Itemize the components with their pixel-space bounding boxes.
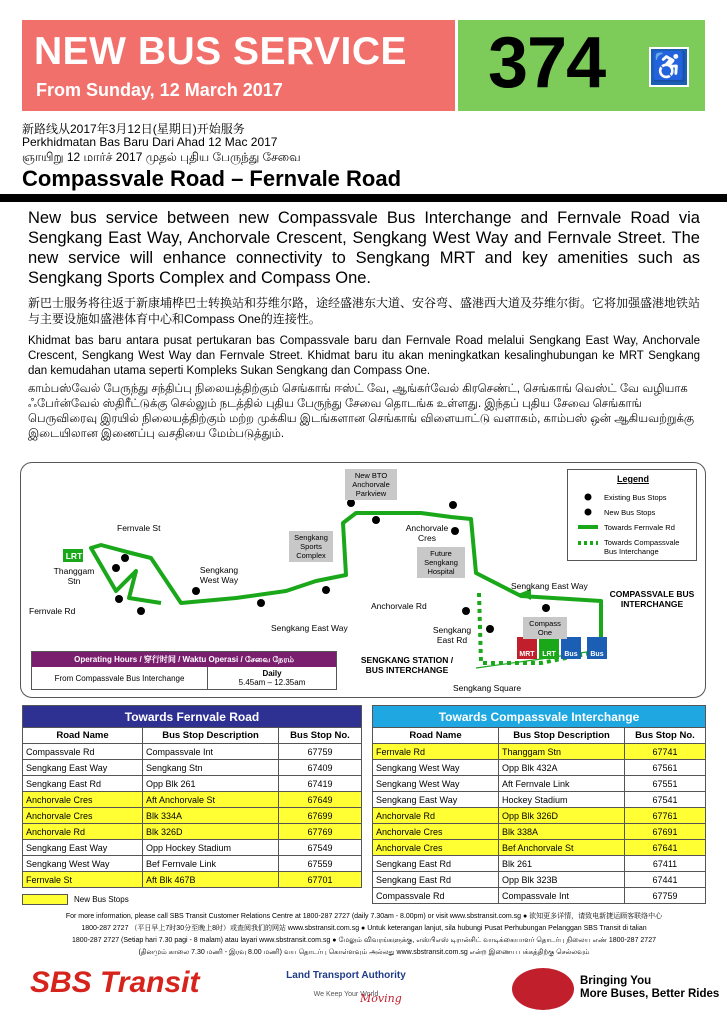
cell-bus-stop-no: 67541	[625, 792, 706, 808]
table-row	[23, 808, 362, 824]
table-row	[373, 744, 706, 760]
bus-stop	[257, 599, 265, 607]
bus-stop	[542, 604, 550, 612]
cell-bus-stop-no: 67409	[279, 760, 362, 776]
bus-stop	[372, 516, 380, 524]
cell-bus-stop-description: Aft Fernvale Link	[499, 776, 625, 792]
table-title-fernvale: Towards Fernvale Road	[23, 706, 362, 728]
legend-towards-compassvale: Towards Compassvale Bus Interchange	[604, 538, 680, 556]
cell-bus-stop-description: Opp Hockey Stadium	[143, 840, 279, 856]
label-sengkang-east-way-right: Sengkang East Way	[511, 581, 588, 591]
table-row	[373, 792, 706, 808]
table-row	[23, 840, 362, 856]
cell-bus-stop-no: 67549	[279, 840, 362, 856]
footer-line-4: (தினமும் காலை 7.30 மணி - இரவு 8.00 மணி) வய தொடர்பு கொள்ளவும் அல்லது www.sbstransit.com.sg என்ற இணைய பக்கத்திற்கு செல்லவும்	[138, 949, 590, 956]
lta-name: Land Transport Authority	[286, 970, 406, 981]
cell-bus-stop-description: Hockey Stadium	[499, 792, 625, 808]
footer-line-1: For more information, please call SBS Transit Customer Relations Centre at 1800-287 2727 (daily 7.30am - 8.00pm) or visit www.sbstransit.com.sg ● 欲知更多详情，请致电新捷运顾客联络中心	[65, 913, 663, 920]
col-road-name: Road Name	[23, 728, 143, 744]
service-number-panel	[458, 20, 705, 111]
table-towards-compassvale	[372, 705, 706, 904]
bus-stop	[192, 587, 200, 595]
table-row	[373, 888, 706, 904]
route-title: Compassvale Road – Fernvale Road	[22, 166, 402, 191]
table-row	[23, 760, 362, 776]
legend-new-stops: New Bus Stops	[604, 508, 656, 517]
cell-road-name: Anchorvale Cres	[373, 824, 499, 840]
legend-title: Legend	[616, 474, 649, 484]
start-date: From Sunday, 12 March 2017	[36, 80, 283, 100]
cell-bus-stop-description: Bef Fernvale Link	[143, 856, 279, 872]
table-row	[373, 760, 706, 776]
table-row	[23, 792, 362, 808]
service-number: 374	[488, 23, 606, 103]
operating-hours-from: From Compassvale Bus Interchange	[32, 667, 208, 689]
cell-bus-stop-no: 67641	[625, 840, 706, 856]
cell-bus-stop-description: Aft Anchorvale St	[143, 792, 279, 808]
table-row	[373, 776, 706, 792]
subtitle-ms: Perkhidmatan Bas Baru Dari Ahad 12 Mac 2017	[22, 135, 278, 149]
cell-bus-stop-no: 67559	[279, 856, 362, 872]
cell-bus-stop-no: 67419	[279, 776, 362, 792]
bus-stop	[322, 586, 330, 594]
label-sengkang-east-rd: Sengkang East Rd	[432, 625, 472, 645]
cell-bus-stop-description: Blk 338A	[499, 824, 625, 840]
cell-road-name: Sengkang East Rd	[373, 856, 499, 872]
cell-bus-stop-no: 67759	[625, 888, 706, 904]
sbs-transit-logo: SBS Transit	[30, 966, 200, 999]
cell-road-name: Anchorvale Cres	[23, 808, 143, 824]
bus-stop	[112, 564, 120, 572]
label-lrt: LRT	[65, 551, 83, 561]
bus-stop	[462, 607, 470, 615]
table-row	[373, 856, 706, 872]
new-stops-key-label: New Bus Stops	[74, 895, 129, 904]
bus-service-enhancement-badge	[512, 968, 574, 1010]
route-map	[20, 462, 706, 698]
bus-stop	[121, 554, 129, 562]
divider	[0, 194, 727, 202]
cell-road-name: Anchorvale Rd	[373, 808, 499, 824]
label-sengkang-east-way: Sengkang East Way	[271, 623, 348, 633]
operating-hours-header: Operating Hours / 穿行时间 / Waktu Operasi / சேவை நேரம்	[32, 652, 336, 667]
wheelchair-icon: ♿	[649, 47, 689, 87]
cell-bus-stop-description: Aft Blk 467B	[143, 872, 279, 888]
bus-stop	[137, 607, 145, 615]
col-bus-stop-description: Bus Stop Description	[499, 728, 625, 744]
cell-bus-stop-no: 67769	[279, 824, 362, 840]
page-title: NEW BUS SERVICE	[34, 30, 408, 73]
landmark-compass-one: Compass One	[523, 617, 567, 639]
operating-hours	[31, 651, 337, 690]
cell-bus-stop-no: 67691	[625, 824, 706, 840]
label-sengkang-square: Sengkang Square	[453, 683, 522, 693]
cell-bus-stop-no: 67759	[279, 744, 362, 760]
legend-existing-stop-symbol	[585, 494, 592, 501]
table-row	[23, 856, 362, 872]
bus-stop	[347, 499, 355, 507]
landmark-new-bto: New BTO Anchorvale Parkview	[345, 469, 397, 500]
description-ta: காம்பஸ்வேல் பேருந்து சந்திப்பு நிலையத்திற்கும் செங்காங் ஈஸ்ட் வே, ஆங்கர்வேல் கிரசெண்ட், செங்காங் வெஸ்ட் வே வழியாக ஃபேர்ன்வேல் ஸ்திரீட்டுக்கு செல்லும் நடத்தில் புதிய பேருந்து சேவை தொடங்க உள்ளது. இந்தப் புதிய சேவை செங்காங் பெருவிரைவு இரயில் நிலையத்திற்கும் மற்ற முக்கிய இடங்களான செங்காங் விளையாட்டு வளாகம், காம்பஸ் ஒன் ஆகியவற்றுக்கு இடையிலான இணைப்பு வசதியை மேம்படுத்தும்.	[28, 383, 695, 440]
cell-bus-stop-no: 67561	[625, 760, 706, 776]
cell-road-name: Fernvale St	[23, 872, 143, 888]
description-en: New bus service between new Compassvale Bus Interchange and Fernvale Road via Sengkang East Way, Anchorvale Crescent, Sengkang West Way and Fernvale Street. The new service will enhance connectivity to Sengkang MRT and key amenities such as Sengkang Sports Complex and Compass One.	[28, 209, 700, 287]
label-fernvale-rd: Fernvale Rd	[29, 606, 76, 616]
label-lrt-2: LRT	[542, 651, 556, 658]
cell-bus-stop-no: 67701	[279, 872, 362, 888]
table-title-compassvale: Towards Compassvale Interchange	[373, 706, 706, 728]
label-bus-2: Bus	[590, 651, 604, 658]
tagline-line-1: Bringing You	[580, 975, 652, 987]
table-row	[373, 872, 706, 888]
cell-road-name: Sengkang East Way	[23, 760, 143, 776]
legend-existing-stops: Existing Bus Stops	[604, 493, 667, 502]
description-zh: 新巴士服务将往返于新康埔桦巴士转换站和芬维尔路，途经盛港东大道、安谷弯、盛港西大道及芬维尔街。它将加强盛港地铁站与主要设施如盛港体育中心和Compass One的连接性。	[28, 296, 701, 326]
cell-road-name: Sengkang East Way	[373, 792, 499, 808]
operating-hours-time: 5.45am – 12.35am	[238, 678, 306, 687]
cell-bus-stop-description: Opp Blk 261	[143, 776, 279, 792]
cell-bus-stop-no: 67551	[625, 776, 706, 792]
cell-bus-stop-description: Sengkang Stn	[143, 760, 279, 776]
label-mrt: MRT	[519, 651, 535, 658]
subtitle-ta: ஞாயிறு 12 மார்ச் 2017 முதல் புதிய பேருந்து சேவை	[22, 150, 301, 164]
cell-bus-stop-description: Opp Blk 326D	[499, 808, 625, 824]
label-anchorvale-rd: Anchorvale Rd	[371, 601, 427, 611]
label-thanggam: Thanggam Stn	[53, 566, 95, 586]
bus-stop	[486, 625, 494, 633]
cell-road-name: Anchorvale Cres	[23, 792, 143, 808]
cell-road-name: Sengkang East Way	[23, 840, 143, 856]
landmark-future-hospital: Future Sengkang Hospital	[417, 547, 465, 578]
header-title-panel	[22, 20, 455, 111]
cell-bus-stop-description: Bef Anchorvale St	[499, 840, 625, 856]
tagline	[580, 975, 719, 1001]
label-bus: Bus	[564, 651, 578, 658]
map-legend	[567, 469, 697, 561]
label-compassvale-interchange: COMPASSVALE BUS INTERCHANGE	[609, 589, 695, 609]
col-road-name: Road Name	[373, 728, 499, 744]
col-bus-stop-description: Bus Stop Description	[143, 728, 279, 744]
bus-stop	[115, 595, 123, 603]
bus-stops	[112, 499, 550, 633]
cell-bus-stop-description: Blk 326D	[143, 824, 279, 840]
col-bus-stop-no: Bus Stop No.	[625, 728, 706, 744]
cell-bus-stop-description: Compassvale Int	[499, 888, 625, 904]
tagline-line-2: More Buses, Better Rides	[580, 988, 720, 1000]
cell-bus-stop-description: Blk 261	[499, 856, 625, 872]
new-stops-key-swatch	[22, 894, 68, 905]
cell-bus-stop-no: 67411	[625, 856, 706, 872]
cell-bus-stop-description: Compassvale Int	[143, 744, 279, 760]
cell-bus-stop-description: Blk 334A	[143, 808, 279, 824]
cell-bus-stop-no: 67441	[625, 872, 706, 888]
table-row	[373, 808, 706, 824]
table-row	[23, 744, 362, 760]
cell-road-name: Compassvale Rd	[23, 744, 143, 760]
table-row	[23, 824, 362, 840]
description-ms: Khidmat bas baru antara pusat pertukaran bas Compassvale baru dan Fernvale Road melalui Sengkang East Way, Anchorvale Crescent, Sengkang West Way dan Fernvale Street. Khidmat baru itu akan meningkatkan kesalinghubungan ke MRT Sengkang dan kemudahan utama seperti Kompleks Sukan Sengkang dan Compass One.	[28, 335, 700, 377]
operating-hours-daily: Daily	[262, 669, 282, 678]
cell-road-name: Anchorvale Rd	[23, 824, 143, 840]
cell-road-name: Sengkang West Way	[373, 760, 499, 776]
lta-logo	[276, 970, 416, 1005]
cell-bus-stop-no: 67761	[625, 808, 706, 824]
legend-towards-fernvale: Towards Fernvale Rd	[604, 523, 675, 532]
footer-line-3: 1800-287 2727 (Setiap hari 7.30 pagi - 8 malam) atau layari www.sbstransit.com.sg ● மேலும் விவரங்களுக்கு, எஸ்பிஎஸ் டிரான்சிட் வாடிக்கையாளர் தொடர்பு நிலைய எண் 1800-287 2727	[72, 937, 656, 944]
bus-stop	[449, 501, 457, 509]
cell-bus-stop-no: 67649	[279, 792, 362, 808]
table-row	[373, 824, 706, 840]
cell-bus-stop-description: Opp Blk 432A	[499, 760, 625, 776]
cell-road-name: Fernvale Rd	[373, 744, 499, 760]
label-sengkang-station: SENGKANG STATION / BUS INTERCHANGE	[360, 655, 454, 675]
cell-road-name: Sengkang West Way	[23, 856, 143, 872]
cell-road-name: Anchorvale Cres	[373, 840, 499, 856]
table-row	[23, 872, 362, 888]
table-row	[23, 776, 362, 792]
label-anchorvale-cres: Anchorvale Cres	[405, 523, 449, 543]
cell-road-name: Sengkang East Rd	[373, 872, 499, 888]
landmark-sports-complex: Sengkang Sports Complex	[289, 531, 333, 562]
cell-road-name: Sengkang West Way	[373, 776, 499, 792]
cell-road-name: Sengkang East Rd	[23, 776, 143, 792]
col-bus-stop-no: Bus Stop No.	[279, 728, 362, 744]
subtitle-zh: 新路线从2017年3月12日(星期日)开始服务	[22, 122, 245, 136]
table-towards-fernvale	[22, 705, 362, 888]
cell-road-name: Compassvale Rd	[373, 888, 499, 904]
label-fernvale-st: Fernvale St	[117, 523, 161, 533]
cell-bus-stop-no: 67699	[279, 808, 362, 824]
footer-line-2: 1800-287 2727 （平日早上7时30分至晚上8时）或查阅我们的网站 www.sbstransit.com.sg ● Untuk keterangan lanjut, sila hubungi Pusat Perhubungan Pelanggan SBS Transit di talian	[81, 925, 647, 932]
lta-tagline: We Keep Your World	[313, 991, 379, 998]
cell-bus-stop-description: Thanggam Stn	[499, 744, 625, 760]
cell-bus-stop-no: 67741	[625, 744, 706, 760]
label-sengkang-west-way: Sengkang West Way	[199, 565, 239, 585]
cell-bus-stop-description: Opp Blk 323B	[499, 872, 625, 888]
table-row	[373, 840, 706, 856]
legend-new-stop-symbol	[585, 509, 592, 516]
lta-moving: Moving	[360, 992, 402, 1005]
